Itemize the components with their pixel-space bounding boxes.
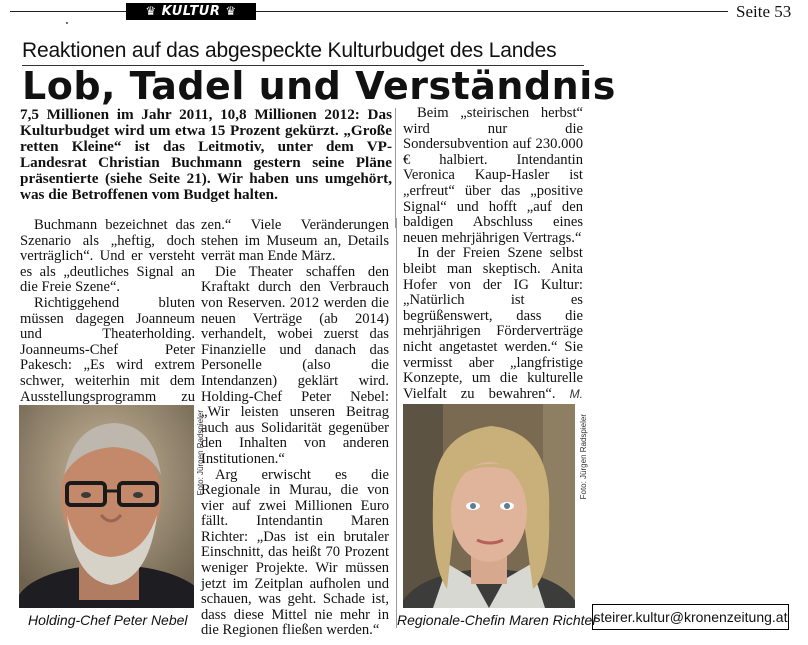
paragraph: Buchmann bezeichnet das Szenario als „heftig, doch verträglich“. Und er versteht es als „deutliches Signal an die Freie Szene“. [20, 217, 195, 296]
column-2 [201, 218, 389, 639]
photo-credit: Foto: Jürgen Radspieler [196, 410, 205, 496]
photo-caption: Regionale-Chefin Maren Richter [397, 612, 597, 628]
section-label: ♛ KULTUR ♛ [126, 3, 256, 20]
photo-peter-nebel [19, 405, 194, 608]
crown-icon: ♛ [145, 4, 157, 18]
paragraph: Die Theater schaffen den Kraftakt durch den Verbrauch von Reserven. 2012 werden die neuen Verträge (ab 2014) verhandelt, wobei zuerst das Finanzielle und danach das Personelle (also die Intendanzen) geklärt wird. Holding-Chef Peter Nebel: „Wir leisten unseren Beitrag auch aus Solidarität gegenüber den Inhalten von anderen Institutionen.“ [201, 263, 389, 467]
photo-credit: Foto: Jürgen Radspieler [579, 414, 588, 500]
author-signature: M. [569, 386, 583, 401]
portrait-illustration [19, 405, 194, 608]
paragraph: Arg erwischt es die Regionale in Murau, die von vier auf zwei Millionen Euro fällt. Intendantin Maren Richter: „Das ist ein brutaler Einschnitt, das heißt 70 Prozent weniger Projekte. Wir müssen jetzt im Zeitplan aufholen und schauen, was geht. Schade ist, dass diese Mittel nie mehr in die Regionen fließen werden.“ [201, 466, 389, 639]
contact-email[interactable]: steirer.kultur@kronenzeitung.at [592, 604, 789, 630]
kicker: Reaktionen auf das abgespeckte Kulturbudget des Landes [22, 39, 557, 62]
column-1 [20, 218, 195, 421]
print-dot [66, 22, 68, 24]
paragraph: Beim „steirischen herbst“ wird nur die Sondersubvention auf 230.000 € halbiert. Intendantin Veronica Kaup-Hasler ist „erfreut“ über das „positive Signal“ und hofft „auf den baldigen Abschluss eines neuen mehrjährigen Vertrags.“ [403, 105, 583, 246]
page-number: Seite 53 [736, 2, 792, 21]
photo-caption: Holding-Chef Peter Nebel [28, 612, 188, 628]
lead-paragraph: 7,5 Millionen im Jahr 2011, 10,8 Millionen 2012: Das Kulturbudget wird um etwa 15 Prozent gekürzt. „Große retten Kleine“ ist das Leitmotiv, unter dem VP-Landesrat Christian Buchmann gestern seine Pläne präsentierte (siehe Seite 21). Wir haben uns umgehört, was die Betroffenen vom Budget halten. [20, 106, 392, 203]
portrait-illustration [403, 404, 575, 608]
column-divider [396, 218, 397, 628]
column-divider [395, 108, 396, 228]
header-rule [10, 11, 728, 12]
headline: Lob, Tadel und Verständnis [22, 64, 616, 108]
paragraph: Richtiggehend bluten müssen dagegen Joanneum und Theaterholding. Joanneums-Chef Peter Pakesch: „Es wird extrem schwer, weiterhin mit dem Ausstellungsprogramm zu [20, 294, 195, 405]
crown-icon: ♛ [225, 4, 237, 18]
paragraph: zen.“ Viele Veränderungen stehen im Museum an, Details verrät man Ende März. [201, 217, 389, 265]
photo-maren-richter [403, 404, 575, 608]
column-3 [403, 106, 583, 418]
paragraph: In der Freien Szene selbst bleibt man skeptisch. Anita Hofer von der IG Kultur: „Natürlich ist es begrüßenswert, dass die mehrjährigen Förderverträge nicht angetastet werden.“ Sie vermisst aber „langfristige Konzepte, um die kulturelle Vielfalt zu bewahren“. M. [403, 246, 583, 418]
